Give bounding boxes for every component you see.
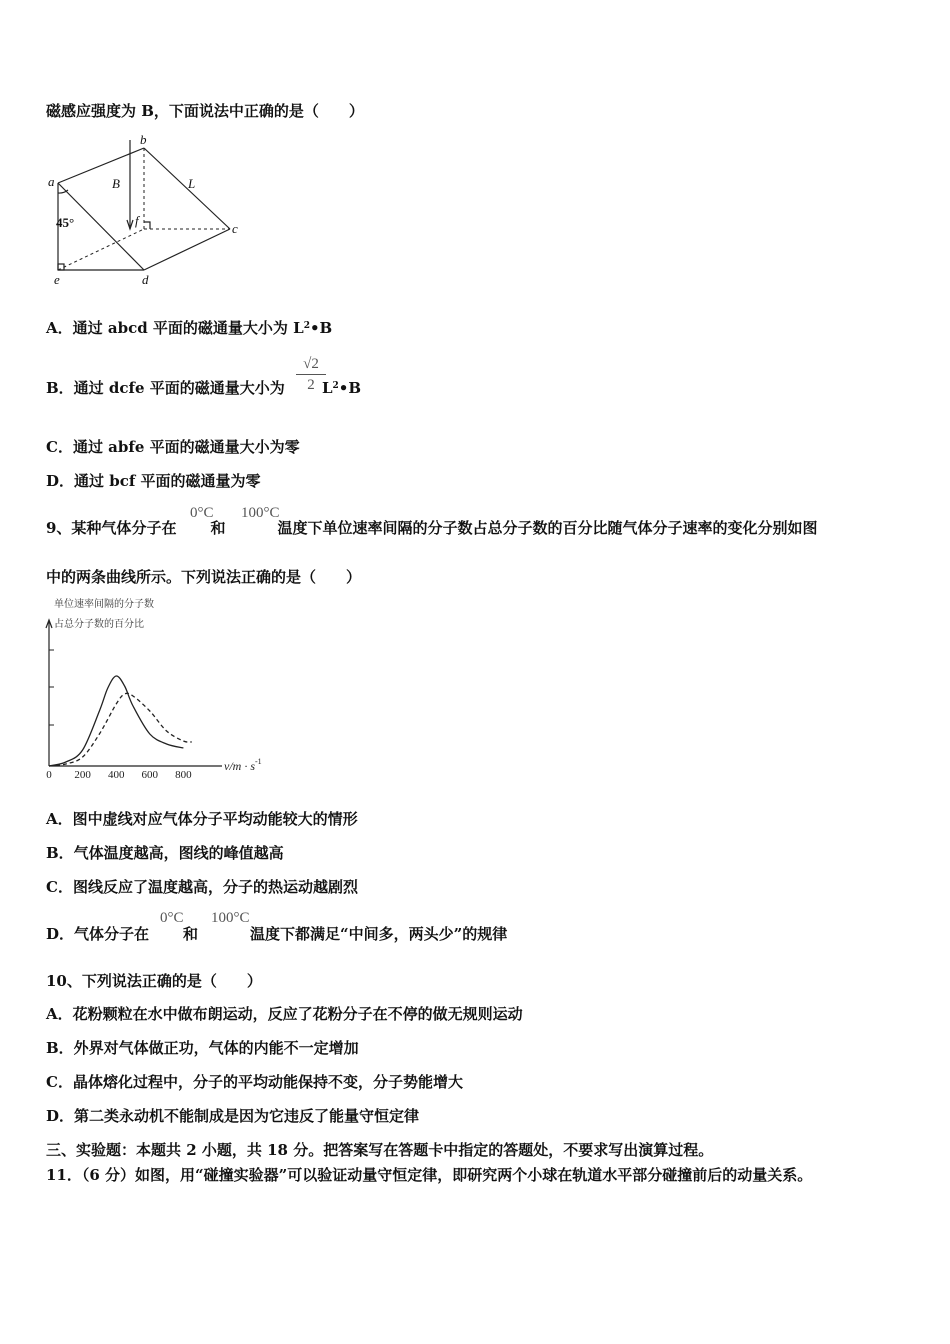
angle-arc — [58, 190, 68, 193]
edge-bc — [144, 148, 230, 229]
q10-option-c: C．晶体熔化过程中，分子的平均动能保持不变，分子势能增大 — [46, 1073, 463, 1091]
series-dashed-line — [49, 693, 192, 766]
q9-stem-line2: 中的两条曲线所示。下列说法正确的是（ ） — [46, 568, 362, 586]
edge-ab — [58, 148, 144, 183]
x-tick-label: 400 — [107, 769, 125, 781]
label-f: f — [135, 213, 139, 228]
q9-option-d: D．气体分子在 和 温度下都满足“中间多，两头少”的规律 — [46, 925, 508, 943]
q8-option-b: B．通过 dcfe 平面的磁通量大小为 $L^2•B$ — [46, 379, 362, 397]
q9-option-b: B．气体温度越高，图线的峰值越高 — [46, 844, 284, 862]
label-d: d — [142, 272, 149, 287]
label-e: e — [54, 272, 60, 287]
q8-option-d: D．通过 bcf 平面的磁通量为零 — [46, 472, 261, 490]
q9-temp-0c: 0°C — [190, 505, 214, 521]
q10-stem: 10、下列说法正确的是（ ） — [46, 972, 262, 990]
series-solid-line — [49, 676, 183, 766]
q10-option-d: D．第二类永动机不能制成是因为它违反了能量守恒定律 — [46, 1107, 420, 1125]
q9-temp-100c: 100°C — [241, 505, 280, 521]
q8-stem: 磁感应强度为 B，下面说法中正确的是（ ） — [46, 102, 364, 120]
label-L: L — [188, 176, 196, 191]
label-B: B — [112, 176, 120, 191]
q8-figure — [40, 130, 250, 290]
label-angle: 45° — [56, 215, 75, 230]
x-tick-label: 200 — [74, 769, 91, 781]
q10-option-b: B．外界对气体做正功，气体的内能不一定增加 — [46, 1039, 359, 1057]
q11-stem: 11．（6 分）如图，用“碰撞实验器”可以验证动量守恒定律，即研究两个小球在轨道水平部分碰撞前后的动量关系。 — [46, 1166, 813, 1184]
chart-ylabel-line1: 单位速率间隔的分子数 — [54, 599, 154, 610]
q10-option-a: A．花粉颗粒在水中做布朗运动，反应了花粉分子在不停的做无规则运动 — [46, 1005, 523, 1023]
q9-option-d-temp-0c: 0°C — [160, 910, 184, 926]
q9-option-a: A．图中虚线对应气体分子平均动能较大的情形 — [46, 810, 358, 828]
chart-ylabel-line2: 占总分子数的百分比 — [54, 619, 144, 630]
q9-option-c: C．图线反应了温度越高，分子的热运动越剧烈 — [46, 878, 358, 896]
label-c: c — [232, 221, 238, 236]
fraction-denominator: 2 — [307, 377, 315, 393]
q9-chart — [40, 592, 300, 787]
chart-xlabel: $v/m \cdot s^{-1}$ — [224, 757, 262, 773]
section3-heading: 三、实验题：本题共 2 小题，共 18 分。把答案写在答题卡中指定的答题处，不要求写出演算过程。 — [46, 1141, 714, 1159]
right-angle-f — [144, 222, 150, 229]
edge-dc — [144, 229, 230, 270]
q9-stem-line1: 9、某种气体分子在 和 温度下单位速率间隔的分子数占总分子数的百分比随气体分子速率的变化分别如图 — [46, 519, 818, 537]
x-tick-label: 800 — [175, 769, 192, 781]
label-b: b — [140, 132, 147, 147]
edge-ef — [58, 229, 144, 270]
label-a: a — [48, 174, 55, 189]
q8-option-a: A．通过 abcd 平面的磁通量大小为 $L^2•B$ — [46, 319, 333, 337]
x-tick-label: 600 — [141, 769, 159, 781]
q9-option-d-temp-100c: 100°C — [211, 910, 250, 926]
x-tick-label: 0 — [46, 769, 52, 781]
fraction-numerator: √2 — [296, 354, 326, 375]
q8-option-b-fraction — [296, 354, 326, 395]
q8-option-c: C．通过 abfe 平面的磁通量大小为零 — [46, 438, 300, 456]
